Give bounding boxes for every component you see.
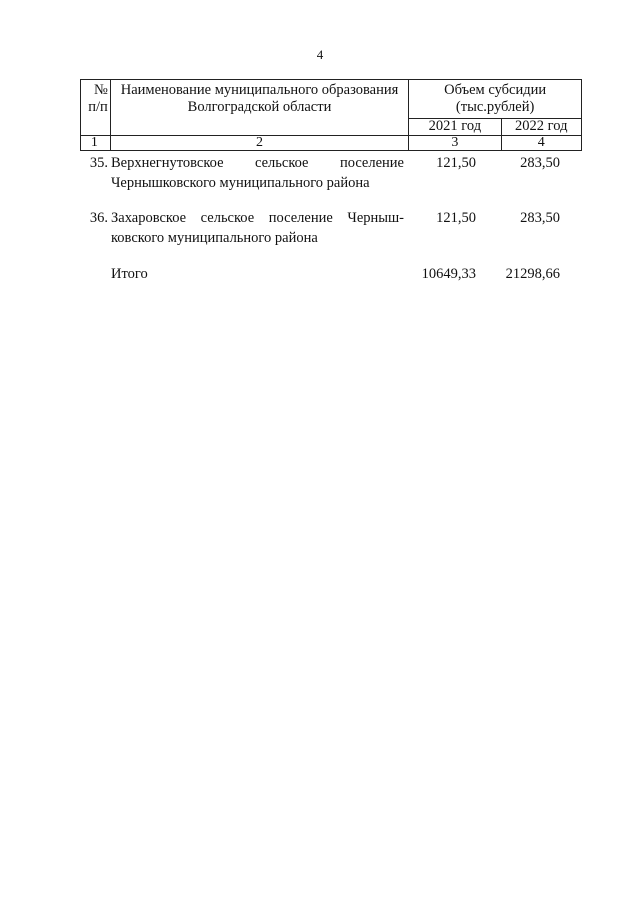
- row-name-line1: Захаровское сельское поселение Черныш-: [111, 210, 404, 226]
- row-name: [111, 153, 404, 193]
- column-index-2: 2: [110, 136, 408, 151]
- subsidy-table-header: [80, 79, 582, 151]
- header-num-line2: п/п: [88, 99, 108, 115]
- row-name-line2: Чернышковского муниципального района: [111, 175, 370, 191]
- header-name-line1: Наименование муниципального образования: [120, 82, 399, 98]
- row-name-line2: ковского муниципального района: [111, 230, 318, 246]
- total-value-2021: 10649,33: [421, 266, 476, 282]
- header-row: [81, 80, 582, 119]
- row-name-line1: Верхнегнутовское сельское поселение: [111, 155, 404, 171]
- header-num-cell: [81, 80, 111, 136]
- row-value-2022: 283,50: [520, 210, 560, 226]
- header-year-2022: 2022 год: [501, 119, 581, 136]
- row-name: [111, 208, 404, 248]
- row-value-2021: 121,50: [436, 155, 476, 171]
- column-index-4: 4: [501, 136, 581, 151]
- header-num-line1: №: [93, 82, 108, 98]
- page-number: 4: [316, 47, 324, 62]
- header-year-2021: 2021 год: [409, 119, 501, 136]
- row-value-2021: 121,50: [436, 210, 476, 226]
- header-name-cell: [110, 80, 408, 136]
- column-index-row: [81, 136, 582, 151]
- total-value-2022: 21298,66: [505, 266, 560, 282]
- row-value-2022: 283,50: [520, 155, 560, 171]
- row-number: 35.: [89, 155, 108, 171]
- header-subsidy-line2: (тыс.рублей): [455, 99, 535, 115]
- column-index-1: 1: [81, 136, 111, 151]
- total-label: Итого: [111, 266, 148, 282]
- header-name-line2: Волгоградской области: [187, 99, 332, 115]
- row-number: 36.: [89, 210, 108, 226]
- column-index-3: 3: [409, 136, 501, 151]
- header-subsidy-cell: [409, 80, 582, 119]
- header-subsidy-line1: Объем субсидии: [444, 82, 547, 98]
